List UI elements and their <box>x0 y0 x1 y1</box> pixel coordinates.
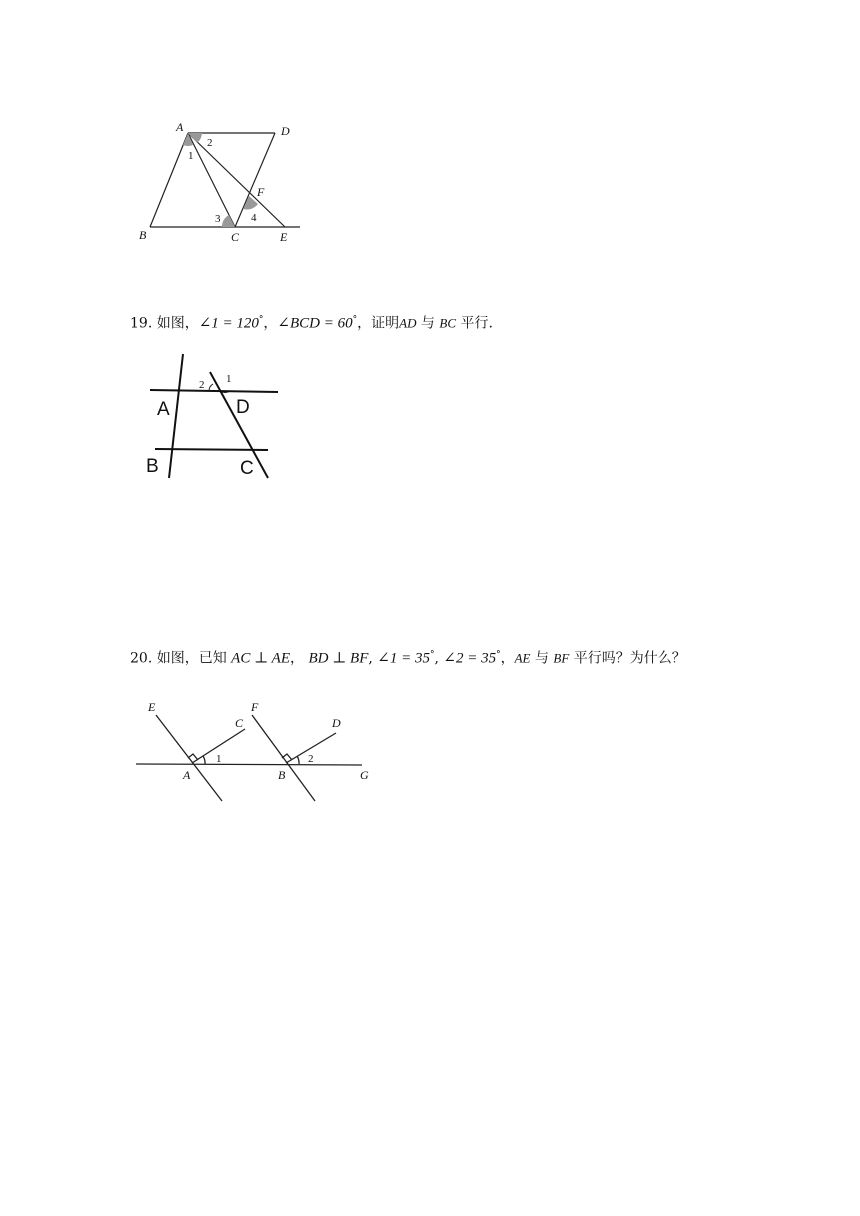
angle-1-expression: ∠1 = 120 <box>198 315 259 332</box>
question-number: 19. <box>130 315 153 332</box>
segment-bc-text: BC <box>439 315 456 331</box>
angle-label-2: 2 <box>199 379 205 391</box>
right-angle-mark-b <box>282 754 292 760</box>
label-f: F <box>251 700 259 714</box>
separator: ， <box>263 315 278 332</box>
angle-2-expression: ∠2 = 35 <box>443 650 497 667</box>
separator: ， <box>290 650 304 667</box>
label-a: A <box>176 120 184 134</box>
label-d: D <box>281 124 290 138</box>
label-f: F <box>257 185 265 199</box>
degree-sign: ° <box>496 650 501 660</box>
question-20 <box>130 645 686 669</box>
question-tail: 平行. <box>460 315 493 332</box>
label-c: C <box>231 230 240 244</box>
segment-ab <box>150 133 188 227</box>
label-c: C <box>235 716 244 730</box>
angle-label-1: 1 <box>188 150 194 162</box>
separator: , <box>368 650 373 667</box>
label-a: A <box>157 399 170 420</box>
label-b: B <box>278 768 286 782</box>
question-intro: 如图， <box>156 315 199 332</box>
perpendicular-bd-bf: BD ⊥ BF <box>308 650 369 667</box>
label-b: B <box>146 456 159 477</box>
with-text: 与 <box>534 650 549 667</box>
angle-label-2: 2 <box>207 137 213 149</box>
angle-label-1: 1 <box>226 373 232 385</box>
figure-q20 <box>130 695 380 805</box>
figure-parallelogram-abcd <box>130 118 330 248</box>
line-ag <box>136 764 362 765</box>
perpendicular-ac-ae: AC ⊥ AE <box>231 650 290 667</box>
label-c: C <box>240 458 254 479</box>
prove-prefix: ，证明 <box>357 315 400 332</box>
segment-ae-text: AE <box>514 650 531 666</box>
angle-label-3: 3 <box>215 213 221 225</box>
separator: , <box>434 650 439 667</box>
label-g: G <box>360 768 369 782</box>
segment-bf-text: BF <box>553 650 570 666</box>
angle-label-4: 4 <box>251 212 257 224</box>
angle-1-expression: ∠1 = 35 <box>377 650 430 667</box>
angle-label-1: 1 <box>216 753 222 765</box>
label-a: A <box>183 768 191 782</box>
line-dc <box>210 372 268 478</box>
line-ab <box>169 354 183 478</box>
question-tail: 平行吗？为什么？ <box>573 650 686 667</box>
angle-arc-1 <box>203 756 205 764</box>
question-intro: 如图，已知 <box>156 650 227 667</box>
angle-bcd-expression: ∠BCD = 60 <box>277 315 353 332</box>
label-e: E <box>280 230 288 244</box>
segment-ae <box>188 133 285 227</box>
line-fb <box>252 715 315 801</box>
figure-q19 <box>140 350 285 485</box>
degree-sign: ° <box>258 315 264 325</box>
separator: ， <box>500 650 515 667</box>
angle-label-2: 2 <box>308 753 314 765</box>
angle-mark-3 <box>222 215 235 227</box>
degree-sign: ° <box>430 650 435 660</box>
question-number: 20. <box>130 650 153 667</box>
label-d: D <box>236 397 250 418</box>
question-19 <box>130 310 493 334</box>
with-text: 与 <box>420 315 435 332</box>
label-e: E <box>148 700 156 714</box>
label-d: D <box>332 716 341 730</box>
segment-ad-text: AD <box>399 315 417 331</box>
label-b: B <box>139 228 147 242</box>
angle-arc-2 <box>297 756 299 764</box>
line-through-a-d <box>150 390 278 392</box>
degree-sign: ° <box>352 315 358 325</box>
